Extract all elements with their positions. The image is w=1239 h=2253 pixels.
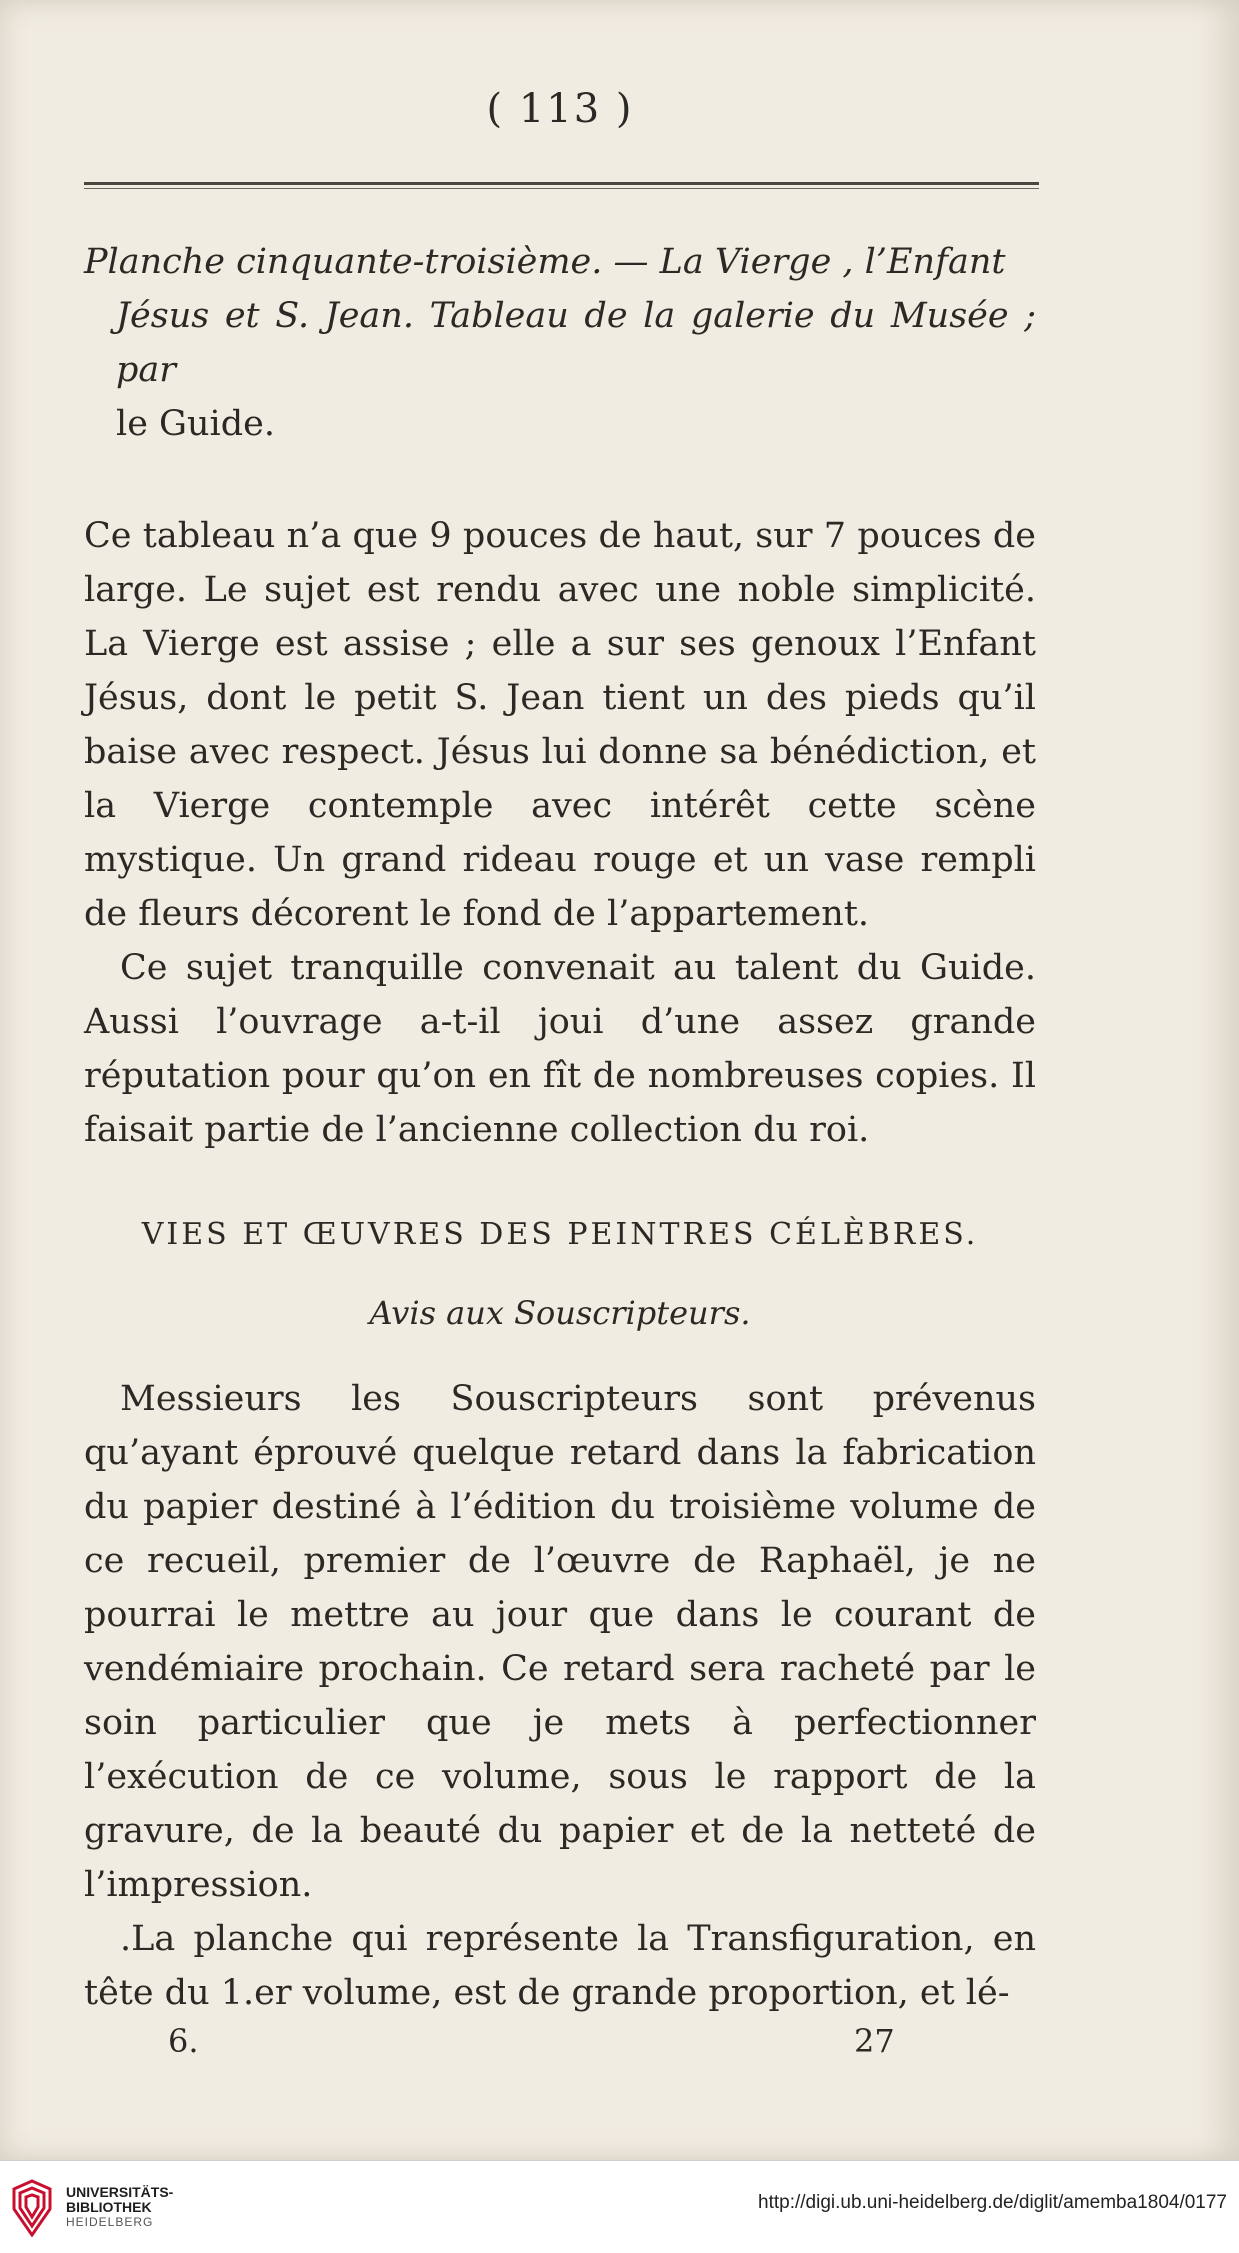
gathering-mark: 27 (854, 2022, 895, 2060)
library-name (66, 2185, 173, 2230)
library-name-line-2: BIBLIOTHEK (66, 2199, 152, 2215)
permalink-url[interactable]: http://digi.ub.uni-heidelberg.de/diglit/amemba1804/0177 (758, 2192, 1227, 2213)
library-name-line-3: HEIDELBERG (66, 2215, 154, 2229)
plate-caption (84, 235, 1036, 451)
caption-line-1: Planche cinquante-troisième. — La Vierge , l’Enfant (84, 242, 1006, 282)
page-number: ( 113 ) (486, 86, 634, 132)
paragraph-notice: Messieurs les Souscripteurs sont prévenus qu’ayant éprouvé quelque retard dans la fabrication du papier destiné à l’édition du troisième volume de ce recueil, premier de l’œuvre de Raphaël, je ne pourrai le mettre au jour que dans le courant de vendémiaire prochain. Ce retard sera racheté par le soin particulier que je mets à perfectionner l’exécution de ce volume, sous le rapport de la gravure, de la beauté du papier et de la netteté de l’impression. (84, 1379, 1036, 1905)
paragraph-plate-note: .La planche qui représente la Transfiguration, en tête du 1.er volume, est de grande proportion, et lé- (84, 1919, 1036, 2013)
caption-line-2: Jésus et S. Jean. Tableau de la galerie du Musée ; par (116, 296, 1036, 390)
section-subheading: Avis aux Souscripteurs. (369, 1294, 751, 1332)
page-body (84, 40, 1036, 2070)
paragraph-reputation: Ce sujet tranquille convenait au talent du Guide. Aussi l’ouvrage a-t-il joui d’une assez grande réputation pour qu’on en fît de nombreuses copies. Il faisait partie de l’ancienne collection du roi. (84, 948, 1036, 1150)
viewer-footer-bar (0, 2160, 1239, 2253)
header-rule (84, 182, 1039, 189)
section-heading: VIES ET ŒUVRES DES PEINTRES CÉLÈBRES. (141, 1217, 979, 1252)
library-name-line-1: UNIVERSITÄTS- (66, 2184, 174, 2200)
page-footer-marks (84, 2022, 1036, 2070)
signature-mark: 6. (168, 2022, 199, 2060)
paragraph-description: Ce tableau n’a que 9 pouces de haut, sur 7 pouces de large. Le sujet est rendu avec une noble simplicité. La Vierge est assise ; elle a sur ses genoux l’Enfant Jésus, dont le petit S. Jean tient un des pieds qu’il baise avec respect. Jésus lui donne sa bénédiction, et la Vierge contemple avec intérêt cette scène mystique. Un grand rideau rouge et un vase rempli de fleurs décorent le fond de l’appartement. (84, 516, 1036, 934)
university-library-logo-icon[interactable] (10, 2179, 54, 2237)
caption-line-3: le Guide. (116, 404, 275, 444)
